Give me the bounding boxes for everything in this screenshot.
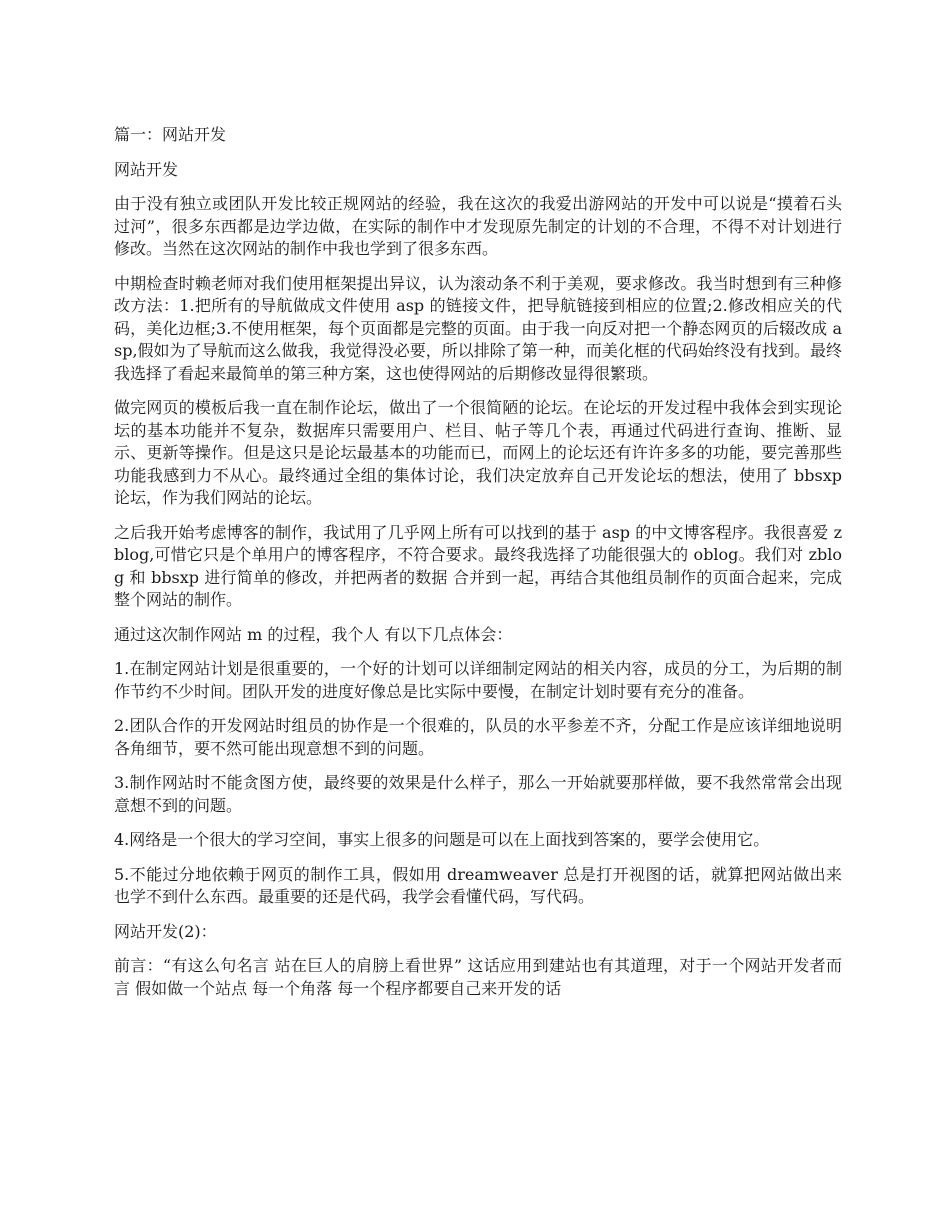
paragraph: 前言：“有这么句名言 站在巨人的肩膀上看世界” 这话应用到建站也有其道理，对于一个网站开发者而言 假如做一个站点 每一个角落 每一个程序都要自己来开发的话 [114, 956, 842, 998]
document-body [114, 124, 842, 1012]
list-item-4: 4.网络是一个很大的学习空间，事实上很多的问题是可以在上面找到答案的，要学会使用它。 [114, 830, 770, 849]
paragraph: 做完网页的模板后我一直在制作论坛，做出了一个很简陋的论坛。在论坛的开发过程中我体会到实现论坛的基本功能并不复杂，数据库只需要用户、栏目、帖子等几个表，再通过代码进行查询、推断、显示、更新等操作。但是这只是论坛最基本的功能而已，而网上的论坛还有许许多多的功能，要完善那些功能我感到力不从心。最终通过全组的集体讨论，我们决定放弃自己开发论坛的想法，使用了 bbsxp 论坛，作为我们网站的论坛。 [114, 398, 842, 507]
paragraph: 之后我开始考虑博客的制作，我试用了几乎网上所有可以找到的基于 asp 的中文博客程序。我很喜爱 zblog,可惜它只是个单用户的博客程序，不符合要求。最终我选择了功能很强大的 oblog。我们对 zblog 和 bbsxp 进行简单的修改，并把两者的数据 合并到一起，再结合其他组员制作的页面合起来，完成整个网站的制作。 [114, 522, 842, 609]
list-item-2: 2.团队合作的开发网站时组员的协作是一个很难的，队员的水平参差不齐，分配工作是应该详细地说明各角细节，要不然可能出现意想不到的问题。 [114, 716, 842, 758]
paragraph: 中期检查时赖老师对我们使用框架提出异议，认为滚动条不利于美观，要求修改。我当时想到有三种修改方法：1.把所有的导航做成文件使用 asp 的链接文件，把导航链接到相应的位置;2.修改相应关的代码，美化边框;3.不使用框架，每个页面都是完整的页面。由于我一向反对把一个静态网页的后辍改成 asp,假如为了导航而这么做我，我觉得没必要，所以排除了第一种，而美化框的代码始终没有找到。最终我选择了看起来最简单的第三种方案，这也使得网站的后期修改显得很繁琐。 [114, 273, 842, 383]
list-item-3: 3.制作网站时不能贪图方使，最终要的效果是什么样子，那么一开始就要那样做，要不我然常常会出现意想不到的问题。 [114, 773, 842, 815]
list-item-1: 1.在制定网站计划是很重要的，一个好的计划可以详细制定网站的相关内容，成员的分工，为后期的制作节约不少时间。团队开发的进度好像总是比实际中要慢，在制定计划时要有充分的准备。 [114, 659, 842, 701]
heading-website-dev: 网站开发 [114, 159, 179, 179]
list-item-5: 5.不能过分地依赖于网页的制作工具，假如用 dreamweaver 总是打开视图的话，就算把网站做出来也学不到什么东西。最重要的还是代码，我学会看懂代码，写代码。 [114, 864, 842, 906]
paragraph: 由于没有独立或团队开发比较正规网站的经验，我在这次的我爱出游网站的开发中可以说是“摸着石头过河”，很多东西都是边学边做，在实际的制作中才发现原先制定的计划的不合理，不得不对计划进行修改。当然在这次网站的制作中我也学到了很多东西。 [114, 194, 842, 258]
section-title: 篇一：网站开发 [114, 125, 227, 144]
paragraph: 通过这次制作网站 m 的过程，我个人 有以下几点体会： [114, 624, 513, 644]
section-heading-2: 网站开发(2)： [114, 921, 217, 941]
